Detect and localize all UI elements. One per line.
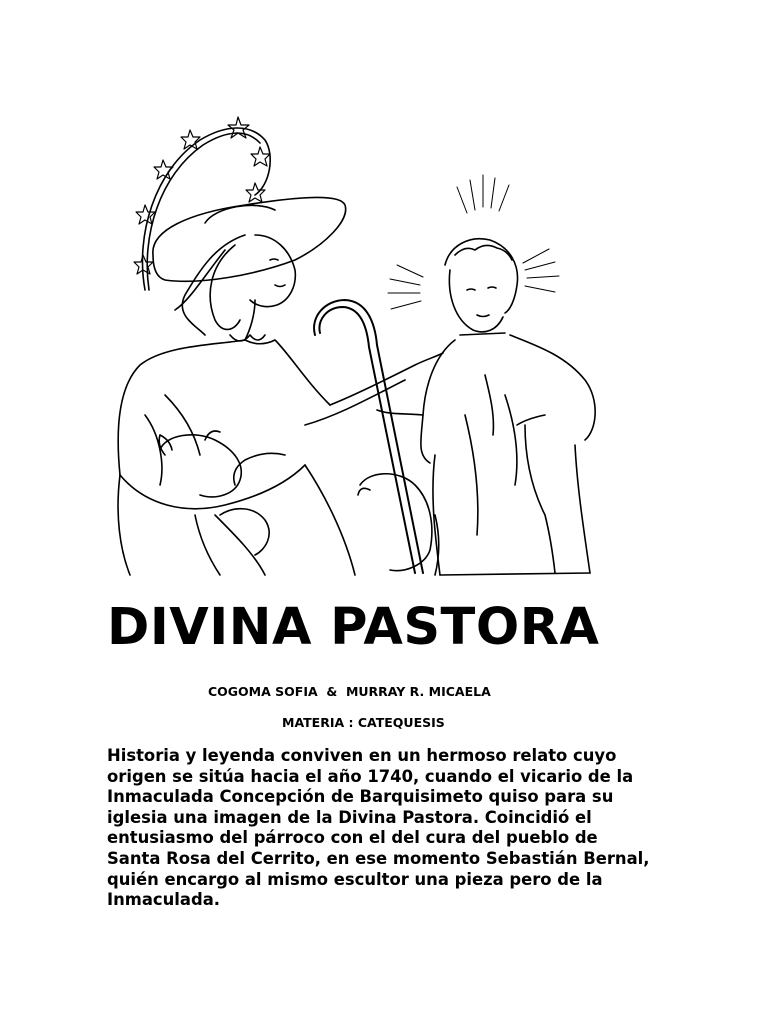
- child-head: [445, 239, 518, 332]
- shepherdess-body: [118, 335, 443, 575]
- child-body: [377, 333, 595, 575]
- paragraph-line: Inmaculada.: [107, 890, 220, 910]
- document-title: DIVINA PASTORA: [107, 598, 600, 657]
- shepherdess-hat: [153, 197, 346, 281]
- paragraph-line: Historia y leyenda conviven en un hermoso relato cuyo: [107, 746, 617, 765]
- paragraph-line: Inmaculada Concepción de Barquisimeto quiso para su: [107, 787, 614, 807]
- paragraph-line: origen se sitúa hacia el año 1740, cuando el vicario de la: [107, 766, 634, 786]
- paragraph-line: Santa Rosa del Cerrito, en ese momento Sebastián Bernal,: [107, 848, 650, 868]
- authors-line: COGOMA SOFIA & MURRAY R. MICAELA: [208, 684, 491, 699]
- body-paragraph: [107, 746, 650, 911]
- shepherd-crook: [314, 300, 423, 573]
- sheep: [159, 431, 439, 575]
- paragraph-line: iglesia una imagen de la Divina Pastora. Coincidió el: [107, 807, 592, 827]
- paragraph-line: entusiasmo del párroco con el del cura del pueblo de: [107, 828, 598, 848]
- subject-line: MATERIA : CATEQUESIS: [282, 715, 445, 730]
- shepherdess-head: [175, 235, 295, 340]
- paragraph-line: quién encargo al mismo escultor una pieza pero de la: [107, 869, 603, 889]
- divina-pastora-illustration-icon: [105, 95, 610, 580]
